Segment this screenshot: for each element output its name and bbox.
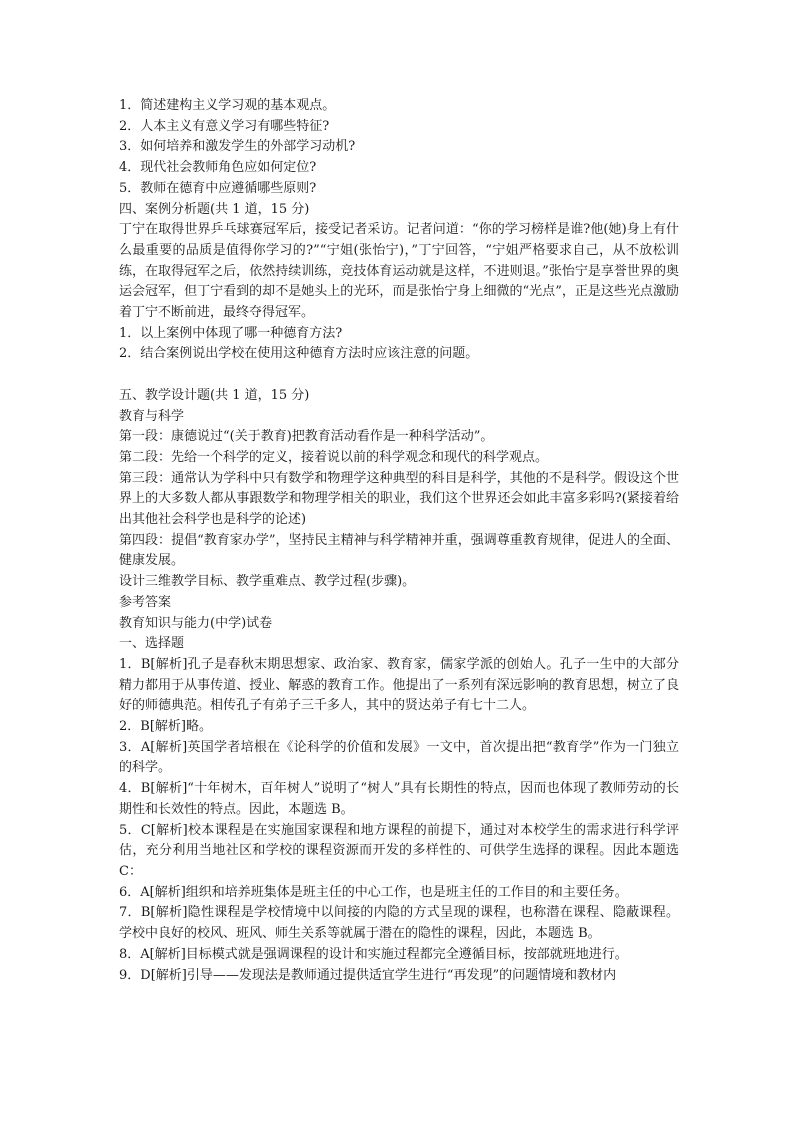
design-paragraph-2: 第二段：先给一个科学的定义，接着说以前的科学观念和现代的科学观点。 — [119, 449, 549, 465]
answer-item: 2．B[解析]略。 — [119, 719, 212, 735]
design-title: 教育与科学 — [119, 408, 185, 424]
answers-heading: 参考答案 — [119, 594, 172, 610]
answers-part-1-heading: 一、选择题 — [119, 636, 185, 652]
answer-item: 3．A[解析]英国学者培根在《论科学的价值和发展》一文中，首次提出把“教育学”作为一门独立的科学。 — [119, 739, 679, 776]
design-task: 设计三维教学目标、教学重难点、教学过程(步骤)。 — [119, 574, 416, 590]
section-heading-teaching-design: 五、教学设计题(共 1 道，15 分) — [119, 387, 310, 403]
design-paragraph-4: 第四段：提倡“教育家办学”，坚持民主精神与科学精神并重，强调尊重教育规律，促进人的全面、健康发展。 — [119, 532, 679, 569]
case-question-2: 2．结合案例说出学校在使用这种德育方法时应该注意的问题。 — [119, 346, 479, 362]
case-text: 丁宁在取得世界乒乓球赛冠军后，接受记者采访。记者问道：“你的学习榜样是谁?他(她)身上有什么最重要的品质是值得你学习的?”“宁姐(张怡宁)，”丁宁回答，“宁姐严格要求自己，从不放松训练，在取得冠军之后，依然持续训练，竞技体育运动就是这样，不进则退。”张怡宁是享誉世界的奥运会冠军，但丁宁看到的却不是她头上的光环，而是张怡宁身上细微的“光点”，正是这些光点激励着丁宁不断前进，最终夺得冠军。 — [119, 222, 679, 321]
short-question-4: 4．现代社会教师角色应如何定位? — [119, 160, 317, 176]
short-question-1: 1．简述建构主义学习观的基本观点。 — [119, 98, 336, 113]
design-paragraph-1: 第一段：康德说过“(关于教育)把教育活动看作是一种科学活动”。 — [119, 429, 494, 445]
short-question-3: 3．如何培养和激发学生的外部学习动机? — [119, 139, 356, 155]
case-question-1: 1．以上案例中体现了哪一种德育方法? — [119, 325, 343, 341]
short-question-2: 2．人本主义有意义学习有哪些特征? — [119, 118, 330, 134]
answer-item: 5．C[解析]校本课程是在实施国家课程和地方课程的前提下，通过对本校学生的需求进行科学评估，充分利用当地社区和学校的课程资源而开发的多样性的、可供学生选择的课程。因此本题选 C： — [119, 822, 679, 879]
answer-item: 9．D[解析]引导——发现法是教师通过提供适宜学生进行“再发现”的问题情境和教材内 — [119, 967, 617, 983]
design-paragraph-3: 第三段：通常认为学科中只有数学和物理学这种典型的科目是科学，其他的不是科学。假设这个世界上的大多数人都从事跟数学和物理学相关的职业，我们这个世界还会如此丰富多彩吗?(紧接着给出其他社会科学也是科学的论述) — [119, 470, 679, 528]
section-heading-case-analysis: 四、案例分析题(共 1 道，15 分) — [119, 201, 310, 217]
blank-line — [119, 365, 679, 386]
answers-exam-title: 教育知识与能力(中学)试卷 — [119, 615, 273, 631]
answer-item: 1．B[解析]孔子是春秋末期思想家、政治家、教育家，儒家学派的创始人。孔子一生中的大部分精力都用于从事传道、授业、解惑的教育工作。他提出了一系列有深远影响的教育思想，树立了良好的师德典范。相传孔子有弟子三千多人，其中的贤达弟子有七十二人。 — [119, 656, 679, 714]
answer-item: 8．A[解析]目标模式就是强调课程的设计和实施过程都完全遵循目标，按部就班地进行。 — [119, 946, 628, 962]
answer-item: 7．B[解析]隐性课程是学校情境中以间接的内隐的方式呈现的课程，也称潜在课程、隐蔽课程。学校中良好的校风、班风、师生关系等就属于潜在的隐性的课程，因此，本题选 B。 — [119, 905, 679, 942]
answer-item: 4．B[解析]“十年树木，百年树人”说明了“树人”具有长期性的特点，因而也体现了教师劳动的长期性和长效性的特点。因此，本题选 B。 — [119, 781, 679, 817]
short-question-5: 5．教师在德育中应遵循哪些原则? — [119, 180, 317, 196]
document-body — [119, 96, 679, 986]
answer-item: 6．A[解析]组织和培养班集体是班主任的中心工作，也是班主任的工作目的和主要任务。 — [119, 884, 628, 900]
